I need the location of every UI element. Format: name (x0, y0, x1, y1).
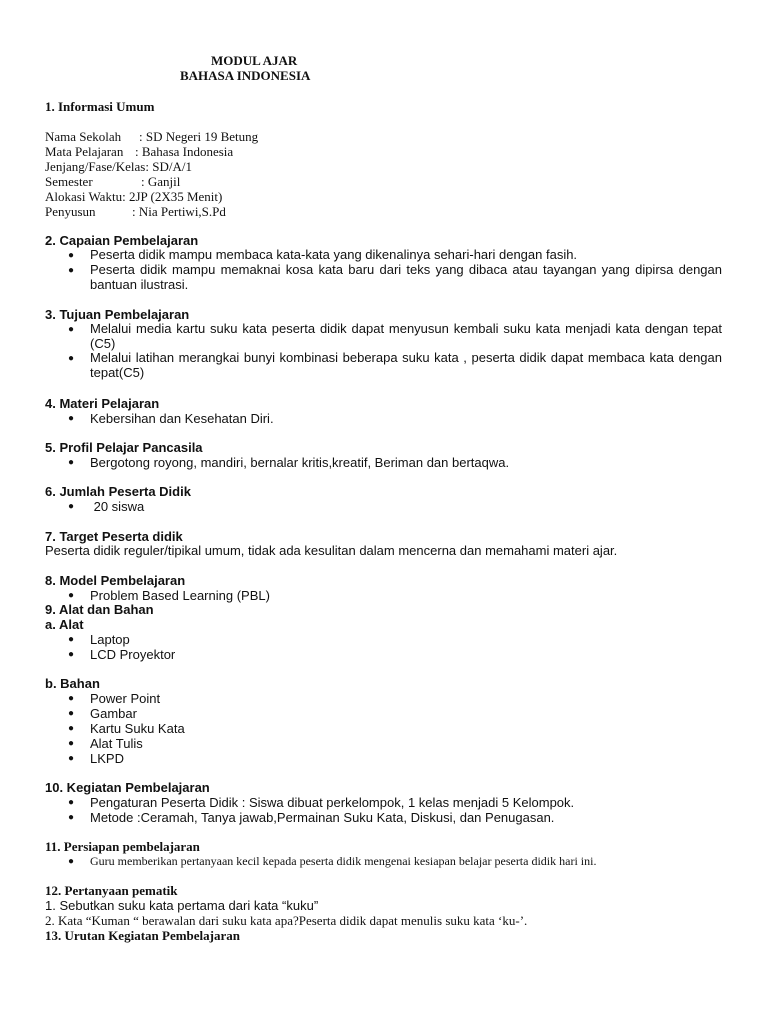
bullet-icon: ● (68, 797, 75, 808)
list-item: LCD Proyektor (90, 647, 176, 662)
info-value: : Nia Pertiwi,S.Pd (132, 204, 226, 219)
section-8-heading: 8. Model Pembelajaran (45, 573, 186, 588)
info-label: Jenjang/Fase/Kelas (45, 159, 146, 174)
info-value: : 2JP (2X35 Menit) (122, 189, 223, 204)
section-5-heading: 5. Profil Pelajar Pancasila (45, 440, 203, 455)
info-label: Penyusun (45, 204, 96, 219)
section-1-heading: 1. Informasi Umum (45, 99, 155, 114)
list-item: Kebersihan dan Kesehatan Diri. (90, 411, 274, 426)
section-4-heading: 4. Materi Pelajaran (45, 396, 160, 411)
list-item: Alat Tulis (90, 736, 143, 751)
info-label: Alokasi Waktu (45, 189, 123, 204)
info-value: : SD Negeri 19 Betung (139, 129, 259, 144)
list-item: LKPD (90, 751, 124, 766)
list-item: Melalui latihan merangkai bunyi kombinasi beberapa suku kata , peserta didik dapat membaca kata dengan tepat(C5) (90, 350, 722, 380)
list-item: Gambar (90, 706, 137, 721)
bullet-icon: ● (68, 856, 75, 867)
paragraph: Peserta didik reguler/tipikal umum, tidak ada kesulitan dalam mencerna dan memahami materi ajar. (45, 543, 618, 558)
list-item: Kartu Suku Kata (90, 721, 185, 736)
section-10-heading: 10. Kegiatan Pembelajaran (45, 780, 210, 795)
section-3-heading: 3. Tujuan Pembelajaran (45, 307, 190, 322)
question-line-1: 1. Sebutkan suku kata pertama dari kata “kuku” (45, 898, 319, 913)
subsection-a-heading: a. Alat (45, 617, 84, 632)
bullet-icon: ● (68, 723, 75, 734)
info-row-subject (45, 144, 233, 160)
info-label: Semester (45, 174, 93, 189)
bullet-icon: ● (68, 708, 75, 719)
list-item: Bergotong royong, mandiri, bernalar kritis,kreatif, Beriman dan bertaqwa. (90, 455, 510, 470)
info-label: Mata Pelajaran (45, 144, 124, 159)
doc-title-line1: MODUL AJAR (211, 53, 298, 68)
section-9-heading: 9. Alat dan Bahan (45, 602, 154, 617)
list-item: 20 siswa (90, 499, 145, 514)
list-item: Melalui media kartu suku kata peserta didik dapat menyusun kembali suku kata menjadi kata dengan tepat (C5) (90, 321, 722, 351)
bullet-icon: ● (68, 590, 75, 601)
bullet-icon: ● (68, 265, 75, 276)
list-item: Pengaturan Peserta Didik : Siswa dibuat perkelompok, 1 kelas menjadi 5 Kelompok. (90, 795, 575, 810)
bullet-icon: ● (68, 501, 75, 512)
list-item: Problem Based Learning (PBL) (90, 588, 270, 603)
info-row-school (45, 129, 258, 145)
section-6-heading: 6. Jumlah Peserta Didik (45, 484, 191, 499)
info-row-time (45, 189, 222, 205)
info-value: : Ganjil (141, 174, 181, 189)
section-12-heading: 12. Pertanyaan pematik (45, 883, 178, 898)
info-value: : Bahasa Indonesia (135, 144, 234, 159)
bullet-icon: ● (68, 812, 75, 823)
info-row-level (45, 159, 192, 175)
list-item: Power Point (90, 691, 161, 706)
bullet-icon: ● (68, 353, 75, 364)
bullet-icon: ● (68, 738, 75, 749)
list-item: Peserta didik mampu membaca kata-kata yang dikenalinya sehari-hari dengan fasih. (90, 247, 578, 262)
subsection-b-heading: b. Bahan (45, 676, 100, 691)
info-value: : SD/A/1 (145, 159, 192, 174)
section-7-heading: 7. Target Peserta didik (45, 529, 183, 544)
bullet-icon: ● (68, 413, 75, 424)
bullet-icon: ● (68, 753, 75, 764)
bullet-icon: ● (68, 649, 75, 660)
bullet-icon: ● (68, 457, 75, 468)
section-13-heading: 13. Urutan Kegiatan Pembelajaran (45, 928, 240, 943)
bullet-icon: ● (68, 634, 75, 645)
list-item: Peserta didik mampu memaknai kosa kata baru dari teks yang dibaca atau tayangan yang dipirsa dengan bantuan ilustrasi. (90, 262, 722, 292)
list-item: Metode :Ceramah, Tanya jawab,Permainan Suku Kata, Diskusi, dan Penugasan. (90, 810, 555, 825)
bullet-icon: ● (68, 250, 75, 261)
bullet-icon: ● (68, 693, 75, 704)
info-label: Nama Sekolah (45, 129, 122, 144)
list-item: Laptop (90, 632, 130, 647)
doc-title-line2: BAHASA INDONESIA (180, 68, 311, 83)
bullet-icon: ● (68, 324, 75, 335)
section-2-heading: 2. Capaian Pembelajaran (45, 233, 199, 248)
list-item: Guru memberikan pertanyaan kecil kepada peserta didik mengenai kesiapan belajar peserta didik hari ini. (90, 854, 597, 868)
info-row-author (45, 204, 226, 220)
section-11-heading: 11. Persiapan pembelajaran (45, 839, 200, 854)
info-row-semester (45, 174, 180, 190)
question-line-2: 2. Kata “Kuman “ berawalan dari suku kata apa?Peserta didik dapat menulis suku kata ‘ku-’. (45, 913, 528, 928)
